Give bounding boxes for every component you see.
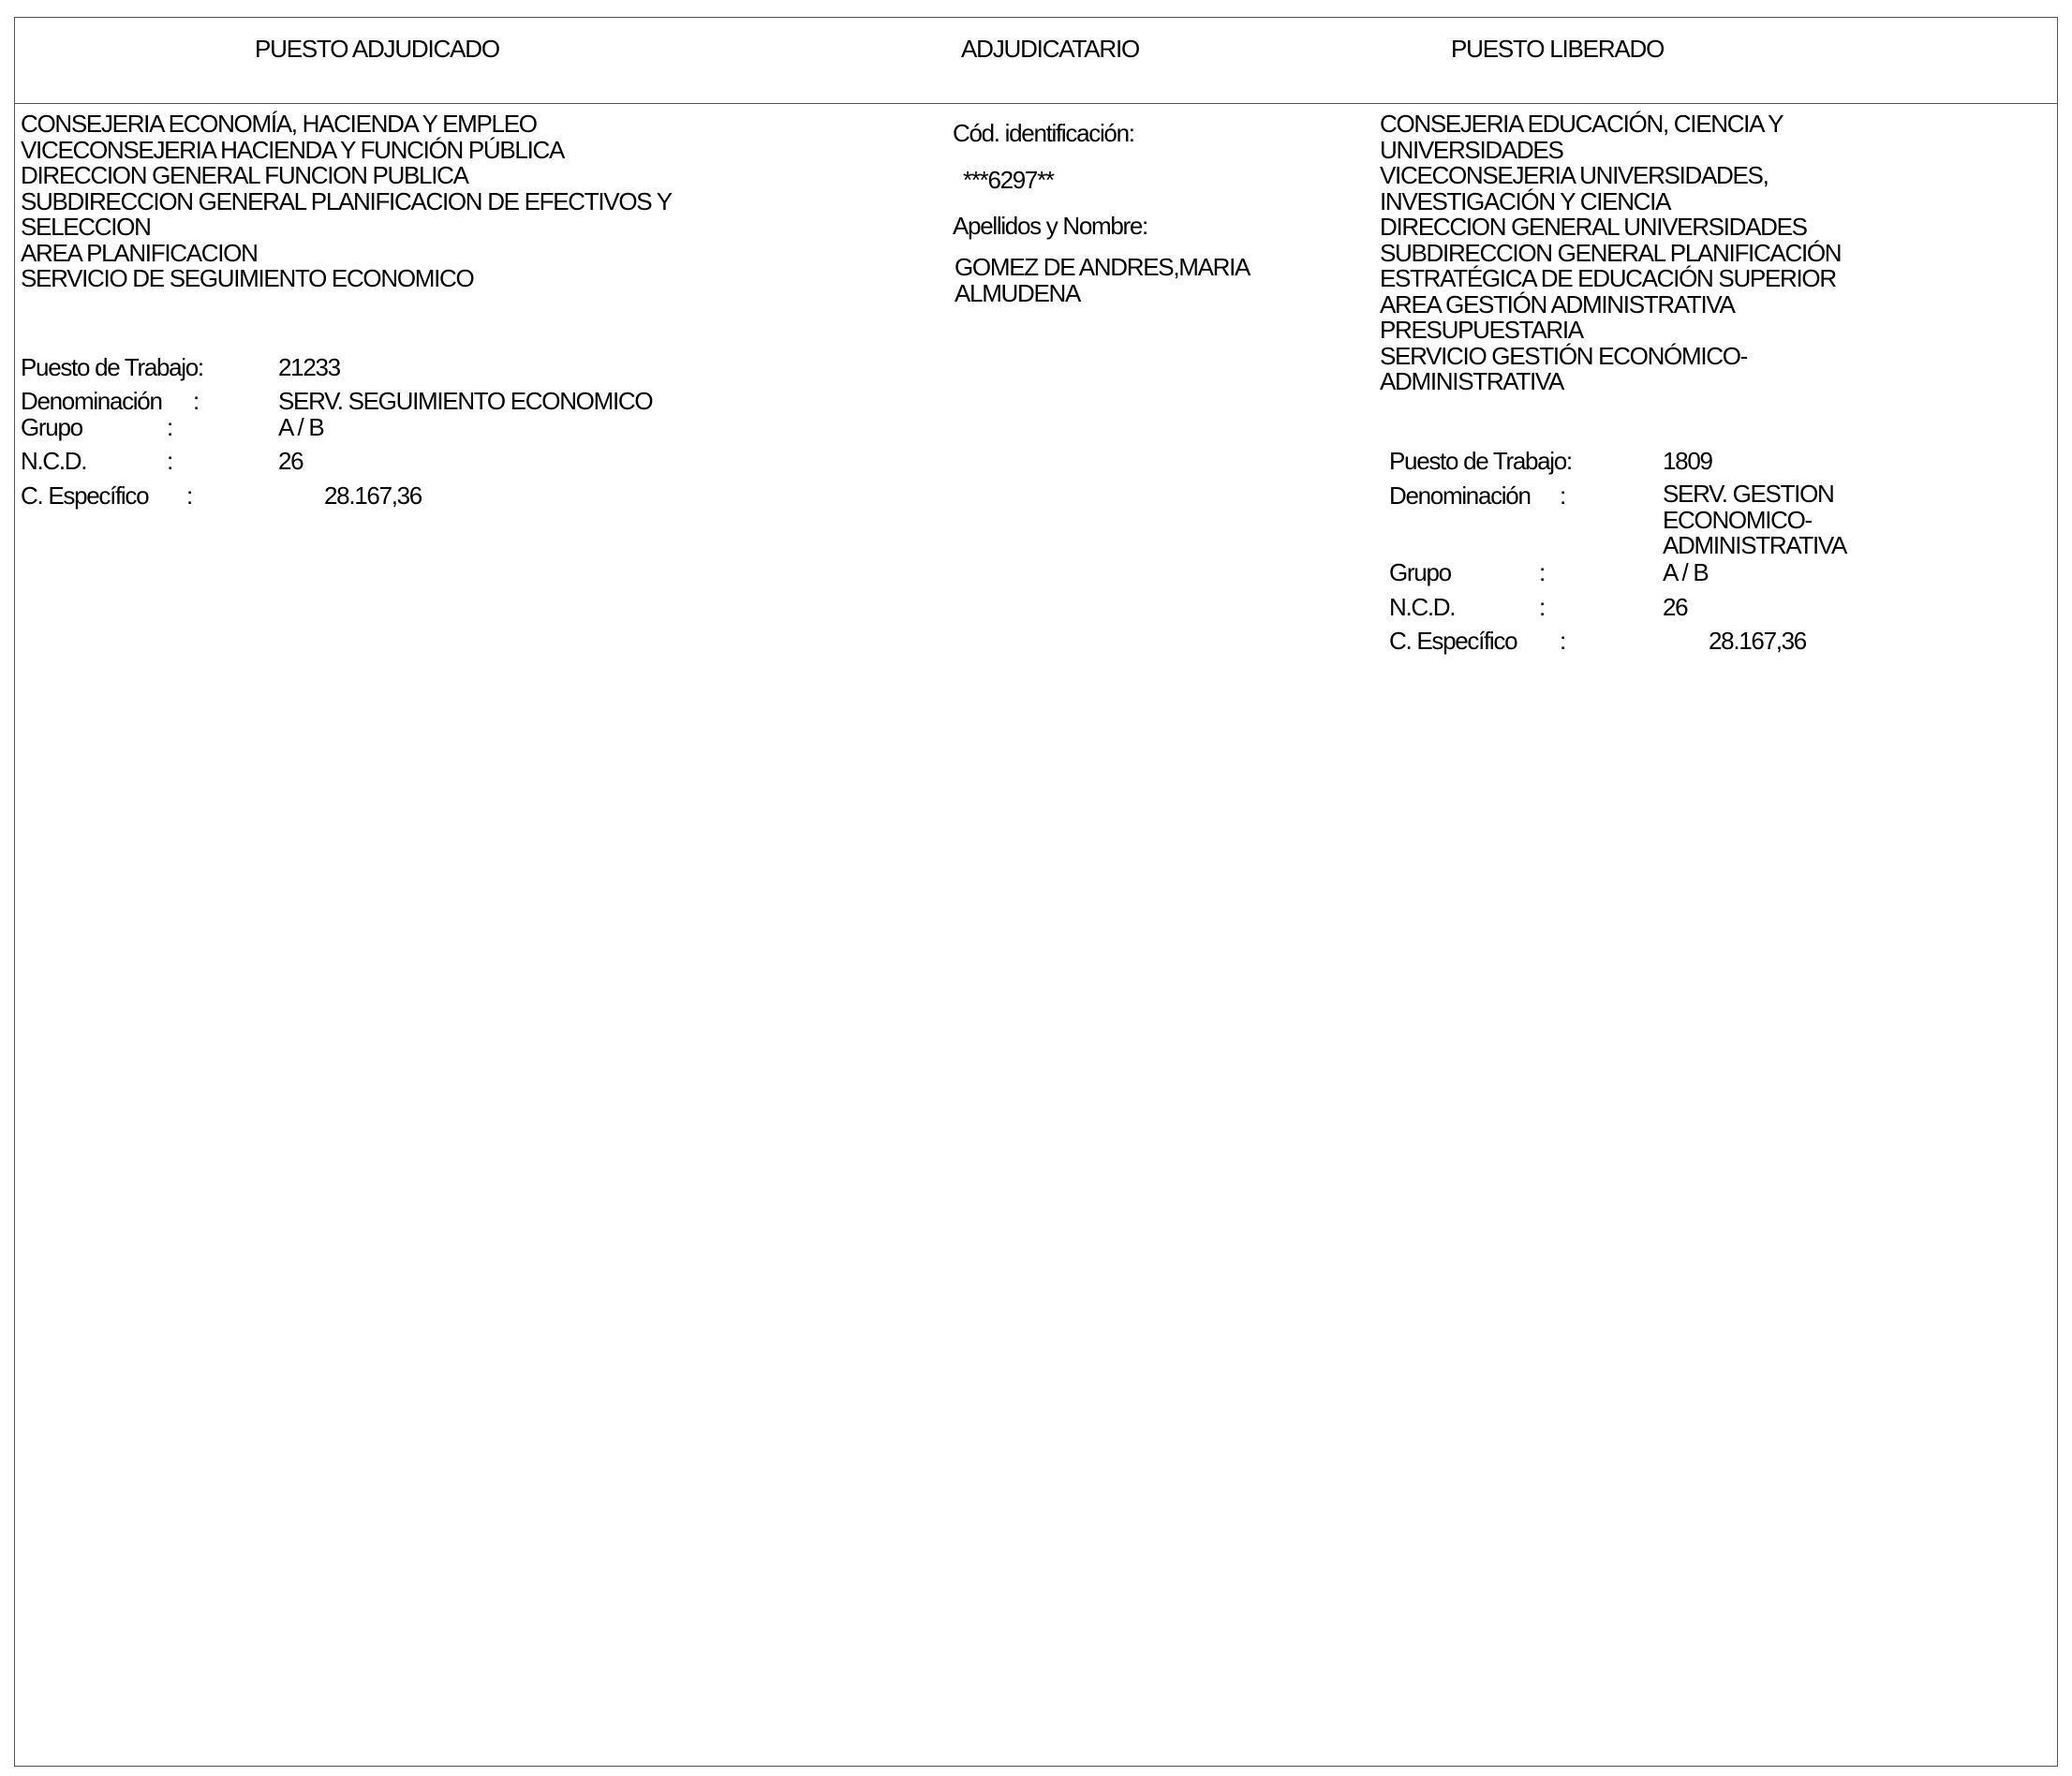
document-frame — [14, 17, 2058, 1767]
liberado-org-line: VICECONSEJERIA UNIVERSIDADES, — [1380, 161, 1769, 189]
liberado-ncd-value: 26 — [1663, 593, 1688, 621]
adjudicado-grupo-label: Grupo — [21, 413, 82, 441]
liberado-cespecifico-label: C. Específico — [1389, 627, 1517, 655]
header-puesto-liberado: PUESTO LIBERADO — [1451, 35, 1665, 63]
adjudicado-grupo-colon: : — [167, 413, 172, 441]
liberado-org-line: CONSEJERIA EDUCACIÓN, CIENCIA Y — [1380, 110, 1783, 138]
liberado-cespecifico-value: 28.167,36 — [1709, 627, 1806, 655]
adjudicatario-nombre-block — [955, 255, 1250, 306]
adjudicado-denominacion-colon: : — [193, 387, 199, 415]
header-puesto-adjudicado: PUESTO ADJUDICADO — [255, 35, 499, 63]
adjudicado-ncd-value: 26 — [278, 447, 303, 475]
liberado-ncd-colon: : — [1539, 593, 1545, 621]
adjudicado-grupo-value: A / B — [278, 413, 324, 441]
adjudicado-cespecifico-label: C. Específico — [21, 481, 149, 510]
adjudicatario-nombre-line: ALMUDENA — [955, 278, 1081, 307]
liberado-denominacion-line: ECONOMICO- — [1663, 505, 1812, 534]
liberado-org-line: UNIVERSIDADES — [1380, 135, 1563, 164]
liberado-grupo-label: Grupo — [1389, 558, 1451, 586]
liberado-denominacion-line: SERV. GESTION — [1663, 480, 1834, 508]
adjudicado-puesto-value: 21233 — [278, 353, 340, 381]
adjudicado-org-line: VICECONSEJERIA HACIENDA Y FUNCIÓN PÚBLICA — [21, 135, 565, 164]
adjudicatario-nombre-line: GOMEZ DE ANDRES,MARIA — [955, 253, 1251, 281]
adjudicatario-cod-value: ***6297** — [963, 166, 1054, 194]
adjudicado-org-line: SELECCION — [21, 213, 151, 241]
liberado-org-line: SUBDIRECCION GENERAL PLANIFICACIÓN — [1380, 238, 1842, 267]
adjudicado-ncd-colon: : — [167, 447, 172, 475]
adjudicado-puesto-label: Puesto de Trabajo: — [21, 353, 203, 381]
liberado-denominacion-line: ADMINISTRATIVA — [1663, 531, 1847, 559]
liberado-org-line: PRESUPUESTARIA — [1380, 316, 1583, 344]
adjudicado-cespecifico-value: 28.167,36 — [324, 481, 422, 510]
liberado-org-line: SERVICIO GESTIÓN ECONÓMICO- — [1380, 341, 1748, 370]
liberado-org-line: ADMINISTRATIVA — [1380, 367, 1564, 395]
liberado-cespecifico-colon: : — [1560, 627, 1565, 655]
adjudicado-org-line: AREA PLANIFICACION — [21, 238, 258, 267]
liberado-org-line: DIRECCION GENERAL UNIVERSIDADES — [1380, 213, 1807, 241]
adjudicado-denominacion-value: SERV. SEGUIMIENTO ECONOMICO — [278, 387, 653, 415]
liberado-org-block — [1380, 111, 1841, 395]
header-adjudicatario: ADJUDICATARIO — [961, 35, 1140, 63]
liberado-org-line: INVESTIGACIÓN Y CIENCIA — [1380, 186, 1671, 215]
adjudicatario-cod-label: Cód. identificación: — [953, 119, 1134, 147]
liberado-denominacion-label: Denominación — [1389, 481, 1531, 510]
liberado-grupo-value: A / B — [1663, 558, 1709, 586]
adjudicado-cespecifico-colon: : — [186, 481, 192, 510]
adjudicado-org-line: CONSEJERIA ECONOMÍA, HACIENDA Y EMPLEO — [21, 110, 537, 138]
liberado-denominacion-block — [1663, 481, 1846, 559]
liberado-denominacion-colon: : — [1560, 481, 1565, 510]
adjudicatario-nombre-label: Apellidos y Nombre: — [953, 212, 1147, 240]
adjudicado-org-line: SERVICIO DE SEGUIMIENTO ECONOMICO — [21, 264, 474, 292]
liberado-org-line: ESTRATÉGICA DE EDUCACIÓN SUPERIOR — [1380, 264, 1836, 292]
liberado-puesto-value: 1809 — [1663, 447, 1712, 475]
adjudicado-ncd-label: N.C.D. — [21, 447, 87, 475]
adjudicado-org-line: SUBDIRECCION GENERAL PLANIFICACION DE EFECTIVOS Y — [21, 186, 672, 215]
liberado-grupo-colon: : — [1539, 558, 1545, 586]
liberado-ncd-label: N.C.D. — [1389, 593, 1456, 621]
adjudicado-denominacion-label: Denominación — [21, 387, 162, 415]
liberado-org-line: AREA GESTIÓN ADMINISTRATIVA — [1380, 289, 1735, 318]
adjudicado-org-line: DIRECCION GENERAL FUNCION PUBLICA — [21, 161, 468, 189]
header-divider — [15, 103, 2057, 104]
adjudicado-org-block — [21, 111, 672, 292]
liberado-puesto-label: Puesto de Trabajo: — [1389, 447, 1572, 475]
